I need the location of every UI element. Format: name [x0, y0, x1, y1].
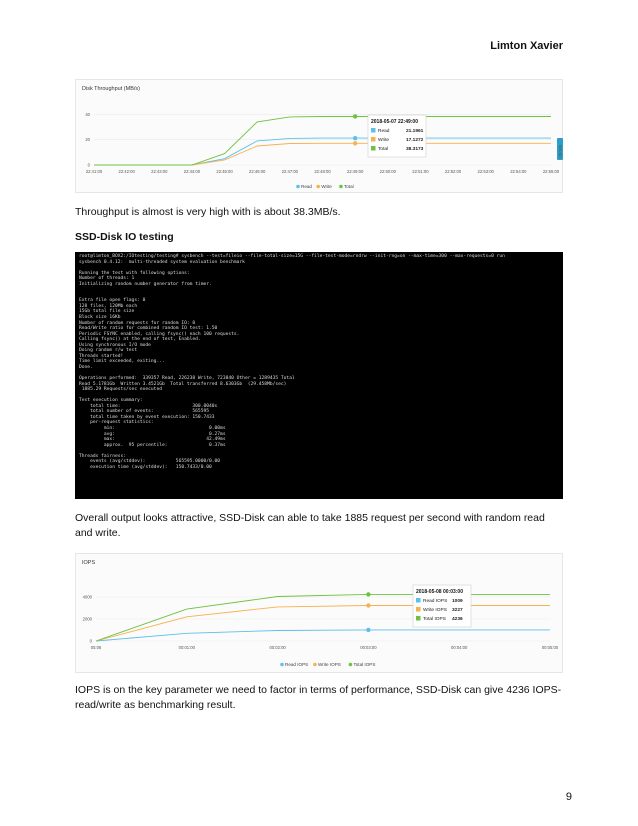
x-tick-label: 22:44:00: [183, 169, 201, 174]
terminal-line: root@limton_BOX2:/IOtesting/testing# sysbench --test=fileio --file-total-size=15G --file-test-mode=rndrw --init-rng=on --max-time=300 --max-requests=0 run: [79, 254, 505, 259]
terminal-line: Number of threads: 1: [79, 276, 135, 282]
terminal-line: Using synchronous I/O mode: [79, 342, 151, 348]
x-tick-label: 22:41:00: [85, 169, 103, 174]
iops-chart: [75, 553, 563, 673]
overall-output-paragraph: Overall output looks attractive, SSD-Disk can able to take 1885 request per second with random read and write.: [75, 512, 545, 539]
x-tick-label: 22:54:00: [510, 169, 527, 174]
terminal-line: Threads started!: [79, 353, 124, 359]
legend-marker: [313, 663, 317, 667]
iops-paragraph: IOPS is on the key parameter we need to factor in terms of performance, SSD-Disk can give 4236 IOPS-read/write as benchmarking result.: [75, 684, 562, 711]
tooltip-swatch: [371, 137, 376, 142]
hover-point: [353, 141, 357, 145]
x-tick-label: 00:05:00: [541, 645, 559, 650]
hover-point: [353, 136, 357, 140]
author-header: Limton Xavier: [490, 40, 563, 52]
series-line-total: [94, 117, 551, 166]
terminal-line: Block size 16Kb: [79, 315, 121, 321]
section-heading-ssd-io: SSD-Disk IO testing: [75, 231, 174, 243]
terminal-line: 15Gb total file size: [79, 309, 135, 315]
legend-marker: [316, 185, 320, 189]
legend-label: Write IOPS: [317, 662, 341, 667]
terminal-line: sysbench 0.4.12: multi-threaded system evaluation benchmark: [79, 259, 245, 265]
update-tab-label: Update: [557, 144, 563, 158]
terminal-line: min: 0.00ms: [79, 425, 226, 431]
terminal-line: total number of events: 565595: [79, 409, 209, 415]
hover-point: [366, 592, 370, 596]
throughput-chart-svg: [76, 80, 564, 194]
legend-label: Read IOPS: [285, 662, 309, 667]
x-tick-label: 22:49:00: [346, 169, 364, 174]
terminal-line: total time taken by event execution: 150.7433: [79, 414, 215, 420]
x-tick-label: 00:02:00: [269, 645, 286, 650]
update-side-tab: [557, 138, 563, 160]
page-number: 9: [565, 791, 572, 803]
terminal-line: Test execution summary:: [79, 398, 143, 404]
chart-title: IOPS: [82, 560, 96, 566]
terminal-output: [75, 252, 563, 499]
terminal-line: avg: 0.27ms: [79, 431, 226, 437]
tooltip-label: Write: [378, 138, 390, 143]
x-tick-label: 22:52:00: [444, 169, 462, 174]
tooltip-value: 21.1961: [406, 129, 424, 134]
legend-marker: [296, 185, 300, 189]
chart-tooltip: [413, 585, 471, 627]
x-tick-label: 22:51:00: [412, 169, 429, 174]
terminal-line: Read 5.1781Gb Written 3.4521Gb Total transferred 8.6303Gb (29.458Mb/sec): [79, 381, 287, 387]
series-line-total-iops: [96, 594, 550, 641]
terminal-line: Doing random r/w test: [79, 348, 138, 354]
terminal-line: max: 42.49ms: [79, 437, 226, 443]
x-tick-label: 05:06: [90, 645, 102, 650]
chart-tooltip: [368, 115, 426, 157]
legend-label: Total IOPS: [353, 662, 376, 667]
terminal-line: Calling fsync() at the end of test, Enabled.: [79, 337, 201, 343]
throughput-caption: Throughput is almost is very high with is about 38.3MB/s.: [75, 206, 341, 218]
y-tick-label: 0: [89, 638, 92, 644]
x-tick-label: 22:55:00: [542, 169, 560, 174]
throughput-chart: [75, 79, 563, 193]
legend-label: Read: [301, 184, 312, 189]
x-tick-label: 00:01:00: [178, 645, 195, 650]
hover-point: [353, 114, 357, 118]
terminal-line: Number of random requests for random IO: 0: [79, 320, 196, 326]
tooltip-value: 38.3173: [406, 147, 424, 152]
terminal-line: Initializing random number generator from timer.: [79, 281, 212, 287]
series-line-write: [94, 143, 551, 165]
terminal-line: 128 files, 120Mb each: [79, 303, 138, 309]
tooltip-value: 17.1272: [406, 138, 424, 143]
x-tick-label: 22:50:00: [379, 169, 396, 174]
terminal-line: Done.: [79, 364, 93, 370]
chart-title: Disk Throughput (MB/s): [82, 86, 140, 92]
terminal-line: total time: 300.0040s: [79, 403, 218, 409]
terminal-line: execution time (avg/stddev): 150.7433/0.00: [79, 464, 212, 470]
terminal-line: 1885.29 Requests/sec executed: [79, 387, 162, 393]
tooltip-swatch: [416, 616, 421, 621]
series-line-read: [94, 138, 551, 165]
terminal-line: events (avg/stddev): 565595.0000/0.00: [79, 459, 221, 465]
y-tick-label: 2000: [82, 616, 92, 622]
y-tick-label: 0: [87, 162, 90, 168]
terminal-line: Extra file open flags: 0: [79, 298, 146, 304]
legend-marker: [339, 185, 343, 189]
series-line-read-iops: [96, 630, 550, 641]
terminal-line: per-request statistics:: [79, 420, 154, 426]
y-tick-label: 20: [85, 137, 90, 143]
legend-label: Write: [321, 184, 332, 189]
x-tick-label: 22:47:00: [281, 169, 299, 174]
terminal-line: Operations performed: 339357 Read, 226238 Write, 723840 Other = 1289435 Total: [79, 376, 295, 382]
tooltip-swatch: [416, 598, 421, 603]
tooltip-time: 2018-05-08 00:03:00: [416, 589, 463, 595]
y-tick-label: 40: [85, 111, 90, 117]
legend-label: Total: [343, 184, 354, 189]
tooltip-swatch: [371, 146, 376, 151]
terminal-line: Read/Write ratio for combined random IO test: 1.50: [79, 326, 218, 332]
tooltip-label: Read: [378, 129, 390, 134]
tooltip-label: Read IOPS: [423, 599, 448, 604]
terminal-line: approx. 95 percentile: 0.37ms: [79, 442, 226, 448]
tooltip-label: Total: [378, 147, 389, 152]
tooltip-label: Total IOPS: [423, 617, 446, 622]
tooltip-label: Write IOPS: [423, 608, 447, 613]
hover-point: [366, 603, 370, 607]
x-tick-label: 22:53:00: [477, 169, 494, 174]
terminal-line: Running the test with following options:: [79, 270, 190, 276]
iops-chart-svg: [76, 554, 564, 674]
tooltip-time: 2018-05-07 22:49:00: [371, 119, 418, 125]
legend-marker: [349, 663, 353, 667]
x-tick-label: 00:04:00: [451, 645, 468, 650]
tooltip-value: 4236: [452, 617, 463, 622]
terminal-line: Threads fairness:: [79, 453, 127, 459]
x-tick-label: 22:48:00: [314, 169, 331, 174]
tooltip-value: 3227: [452, 608, 463, 613]
tooltip-swatch: [416, 607, 421, 612]
x-tick-label: 22:45:00: [216, 169, 233, 174]
terminal-line: Time limit exceeded, exiting...: [79, 359, 165, 365]
x-tick-label: 00:03:00: [360, 645, 377, 650]
x-tick-label: 22:46:00: [249, 169, 266, 174]
legend-marker: [280, 663, 284, 667]
x-tick-label: 22:42:00: [118, 169, 135, 174]
tooltip-value: 1009: [452, 599, 463, 604]
terminal-line: Periodic FSYNC enabled, calling fsync() each 100 requests.: [79, 331, 240, 337]
y-tick-label: 4000: [82, 594, 92, 600]
x-tick-label: 22:43:00: [151, 169, 168, 174]
tooltip-swatch: [371, 128, 376, 133]
hover-point: [366, 628, 370, 632]
